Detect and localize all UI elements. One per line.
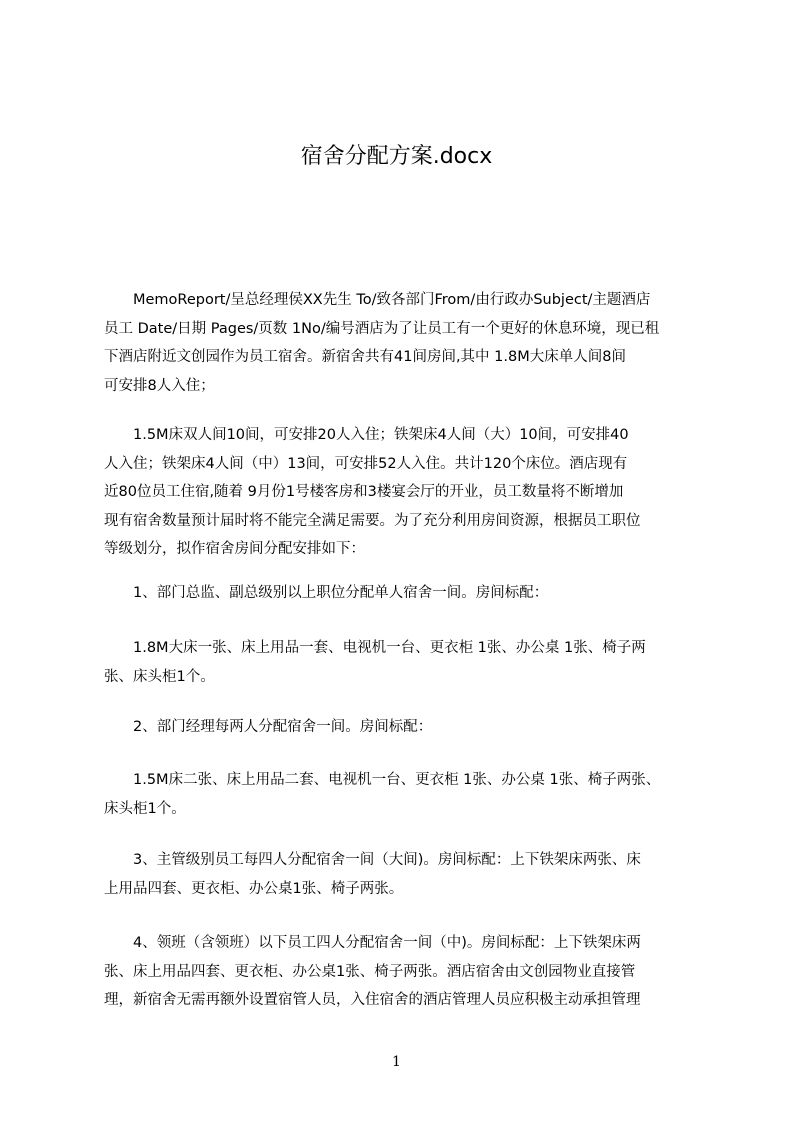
paragraph-line: 4、领班（含领班）以下员工四人分配宿舍一间（中)。房间标配：上下铁架床两 [104, 935, 641, 951]
paragraph-line: 人入住；铁架床4人间（中）13间，可安排52人入住。共计120个床位。酒店现有 [104, 455, 628, 472]
paragraph-line: 床头柜1个。 [104, 800, 186, 817]
paragraph-line: 张、床头柜1个。 [104, 668, 215, 685]
paragraph-line: 1.5M床二张、床上用品二套、电视机一台、更衣柜 1张、办公桌 1张、椅子两张、 [104, 772, 661, 788]
paragraph-rule-4 [104, 929, 704, 1015]
paragraph-line: 现有宿舍数量预计届时将不能完全满足需要。为了充分利用房间资源，根据员工职位 [104, 512, 641, 529]
page-number: 1 [392, 1054, 401, 1070]
paragraph-line: 3、主管级别员工每四人分配宿舍一间（大间)。房间标配：上下铁架床两张、床 [104, 852, 641, 868]
paragraph-rule-1 [104, 579, 704, 608]
paragraph-line: 上用品四套、更衣柜、办公桌1张、椅子两张。 [104, 880, 404, 897]
paragraph-room-summary [104, 421, 704, 564]
paragraph-line: 下酒店附近文创园作为员工宿舍。新宿舍共有41间房间,其中 1.8M大床单人间8间 [104, 349, 626, 365]
paragraph-line: 理，新宿舍无需再额外设置宿管人员，入住宿舍的酒店管理人员应积极主动承担管理 [104, 992, 641, 1008]
document-title: 宿舍分配方案.docx [300, 144, 493, 169]
paragraph-line: 1、部门总监、副总级别以上职位分配单人宿舍一间。房间标配： [104, 585, 549, 601]
paragraph-line: 等级划分，拟作宿舍房间分配安排如下： [104, 541, 365, 557]
paragraph-line: 2、部门经理每两人分配宿舍一间。房间标配： [104, 719, 433, 735]
paragraph-line: MemoReport/呈总经理侯XX先生 To/致各部门From/由行政办Subject/主题酒店 [104, 292, 651, 308]
paragraph-rule-1-equipment [104, 634, 704, 691]
paragraph-rule-2 [104, 713, 704, 742]
paragraph-line: 1.8M大床一张、床上用品一套、电视机一台、更衣柜 1张、办公桌 1张、椅子两 [104, 640, 646, 656]
paragraph-memo [104, 286, 704, 400]
paragraph-line: 可安排8人入住； [104, 377, 215, 394]
paragraph-line: 张、床上用品四套、更衣柜、办公桌1张、椅子两张。酒店宿舍由文创园物业直接管 [104, 963, 636, 980]
paragraph-line: 近80位员工住宿,随着 9月份1号楼客房和3楼宴会厅的开业，员工数量将不断增加 [104, 484, 624, 500]
paragraph-line: 1.5M床双人间10间，可安排20人入住；铁架床4人间（大）10间，可安排40 [104, 427, 629, 443]
paragraph-rule-2-equipment [104, 766, 704, 823]
paragraph-line: 员工 Date/日期 Pages/页数 1No/编号酒店为了让员工有一个更好的休息环境，现已租 [104, 320, 660, 337]
paragraph-rule-3 [104, 846, 704, 903]
